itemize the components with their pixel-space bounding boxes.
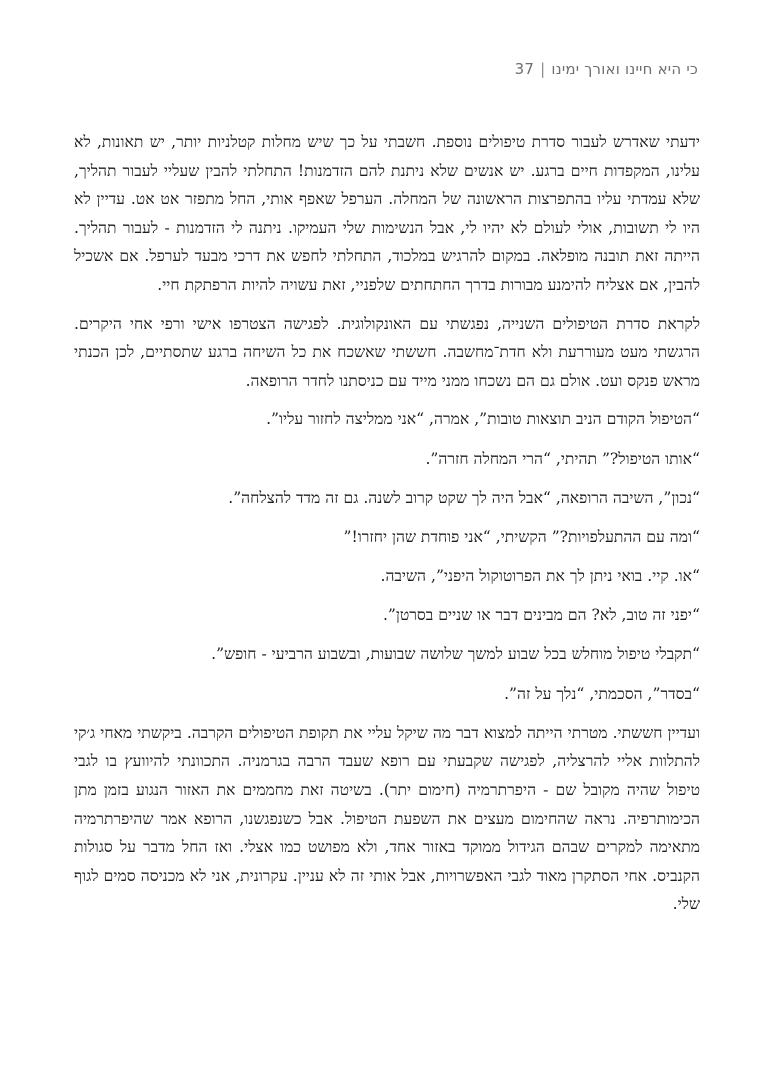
page-number: 37 [514,60,535,78]
header-separator: | [540,60,546,78]
dialog-line: “ומה עם ההתעלפויות?” הקשיתי, “אני פוחדת שהן יחזרו!” [343,527,700,546]
paragraph: ועדיין חששתי. מטרתי הייתה למצוא דבר מה שיקל עליי את תקופת הטיפולים הקרבה. ביקשתי מאחי ג׳קי להתלוות אליי להרצליה, לפגישה שקבעתי עם רופא שעבד הרבה בגרמניה. התכוונתי להיוועץ בו לגבי טיפול שהיה מקובל שם - היפרתרמיה (חימום יתר). בשיטה זאת מחממים את האזור הנגוע בזמן מתן הכימותרפיה. נראה שהחימום מעצים את השפעת הטיפול. אבל כשנפגשנו, הרופא אמר שהיפרתרמיה מתאימה למקרים שבהם הגידול ממוקד באזור אחד, ולא מפושט כמו אצלי. ואז החל מדבר על סגולות הקנביס. אחי הסתקרן מאוד לגבי האפשרויות, אבל אותי זה לא עניין. עקרונית, אני לא מכניסה סמים לגוף שלי. [74,723,700,914]
paragraph: לקראת סדרת הטיפולים השנייה, נפגשתי עם האונקולוגית. לפגישה הצטרפו אישי ורפי אחי היקרים. הרגשתי מעט מעוררעת ולא חדת־מחשבה. חששתי שאשכח את כל השיחה ברגע שתסתיים, לכן הכנתי מראש פנקס ועט. אולם גם הם נשכחו ממני מייד עם כניסתנו לחדר הרופאה. [74,314,700,390]
body-text [74,128,700,929]
paragraph: ידעתי שאדרש לעבור סדרת טיפולים נוספת. חשבתי על כך שיש מחלות קטלניות יותר, יש תאונות, לא עלינו, המקפדות חיים ברגע. יש אנשים שלא ניתנת להם הזדמנות! התחלתי להבין שעליי לעבור תהליך, שלא עמדתי עליו בהתפרצות הראשונה של המחלה. הערפל שאפף אותי, החל מתפזר אט אט. עדיין לא היו לי תשובות, אולי לעולם לא יהיו לי, אבל הנשימות שלי העמיקו. ניתנה לי הזדמנות - לעבור תהליך. הייתה זאת תובנה מופלאה. במקום להרגיש במלכוד, התחלתי לחפש את דרכי מבעד לערפל. אם אשכיל להבין, אם אצליח להימנע מבורות בדרך החתחתים שלפניי, זאת עשויה להיות הרפתקת חיי. [74,133,700,294]
dialog-line: “יפני זה טוב, לא? הם מבינים דבר או שניים בסרטן”. [382,606,700,625]
book-title: כי היא חיינו ואורך ימינו [551,60,698,78]
dialog-line: “אותו הטיפול?” תהיתי, “הרי המחלה חזרה”. [425,449,700,468]
dialog-line: “תקבלי טיפול מוחלש בכל שבוע למשך שלושה שבועות, ובשבוע הרביעי - חופש”. [211,645,700,664]
running-header [70,60,698,78]
dialog-line: “הטיפול הקודם הניב תוצאות טובות”, אמרה, “אני ממליצה לחזור עליו”. [266,410,700,429]
dialog-line: “נכון”, השיבה הרופאה, “אבל היה לך שקט קרוב לשנה. גם זה מדד להצלחה”. [228,488,700,507]
dialog-line: “או. קיי. בואי ניתן לך את הפרוטוקול היפני”, השיבה. [380,567,700,586]
dialog-line: “בסדר”, הסכמתי, “נלך על זה”. [504,684,700,703]
